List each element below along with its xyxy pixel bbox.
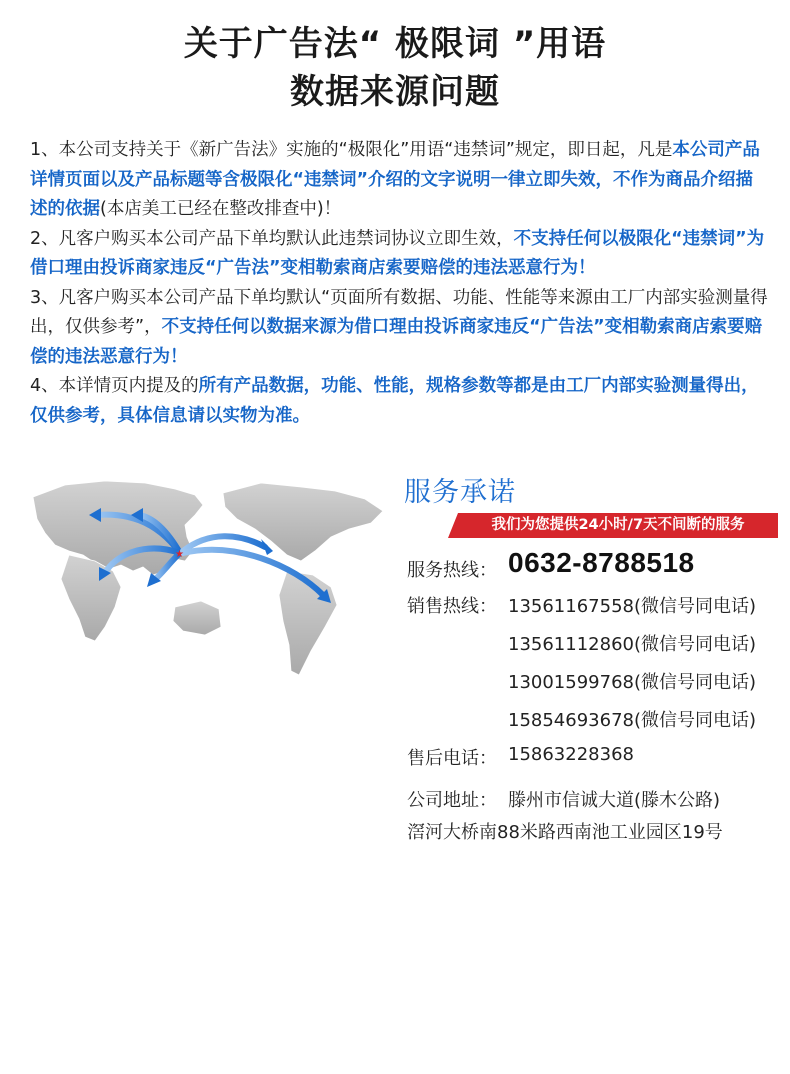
hotline-label: 服务热线： (407, 560, 497, 581)
sales-number-3: 13001599768(微信号同电话) (508, 672, 757, 693)
origin-star-icon: ★ (175, 549, 184, 560)
sales-number-2: 13561112860(微信号同电话) (508, 634, 757, 655)
notice-1-text: 1、本公司支持关于《新广告法》实施的“极限化”用语“违禁词”规定，即日起，凡是 (30, 140, 673, 160)
notice-3-text: 3、凡客户购买本公司产品下单均默认“页面所有数据、功能、性能等来源由工厂内部实验测量得出，仅供参考”， (30, 287, 768, 337)
address-label: 公司地址： (407, 790, 497, 811)
banner-corner (448, 513, 458, 538)
continent-south-america (279, 571, 337, 675)
page-subtitle: 数据来源问题 (290, 72, 500, 112)
continent-australia (173, 601, 221, 635)
service-title: 服务承诺 (404, 477, 516, 508)
notice-item-2 (30, 225, 770, 284)
notice-text (30, 136, 770, 431)
service-banner: 我们为您提供24小时/7天不间断的服务 (458, 513, 778, 538)
notice-item-3 (30, 284, 770, 373)
continent-north-america (223, 483, 383, 561)
notice-item-1 (30, 136, 770, 225)
address-line-1: 滕州市信诚大道(滕木公路) (508, 790, 721, 811)
notice-2-highlight: 不支持任何以极限化“违禁词”为借口理由投诉商家违反“广告法”变相勒索商店索要赔偿的违法恶意行为！ (30, 228, 765, 278)
page-title: 关于广告法“ 极限词 ”用语 (183, 24, 607, 64)
notice-4-text: 4、本详情页内提及的 (30, 376, 199, 396)
hotline-number: 0632-8788518 (508, 547, 695, 578)
after-sales-number: 15863228368 (508, 744, 634, 765)
notice-2-text: 2、凡客户购买本公司产品下单均默认此违禁词协议立即生效， (30, 228, 514, 249)
world-map-icon (25, 475, 390, 685)
notice-1-note: (本店美工已经在整改排查中)！ (100, 199, 342, 219)
after-sales-label: 售后电话： (407, 748, 497, 769)
sales-number-1: 13561167558(微信号同电话) (508, 596, 757, 617)
sales-label: 销售热线： (407, 596, 497, 617)
notice-4-highlight: 所有产品数据，功能、性能，规格参数等都是由工厂内部实验测量得出，仅供参考，具体信息请以实物为准。 (30, 376, 759, 426)
sales-number-4: 15854693678(微信号同电话) (508, 710, 757, 731)
address-line-2: 滘河大桥南88米路西南池工业园区19号 (407, 822, 723, 843)
notice-3-highlight: 不支持任何以数据来源为借口理由投诉商家违反“广告法”变相勒索商店索要赔偿的违法恶意行为！ (30, 317, 763, 367)
notice-item-4 (30, 372, 770, 431)
notice-1-highlight: 本公司产品详情页面以及产品标题等含极限化“违禁词”介绍的文字说明一律立即失效，不作为商品介绍描述的依据 (30, 140, 760, 219)
